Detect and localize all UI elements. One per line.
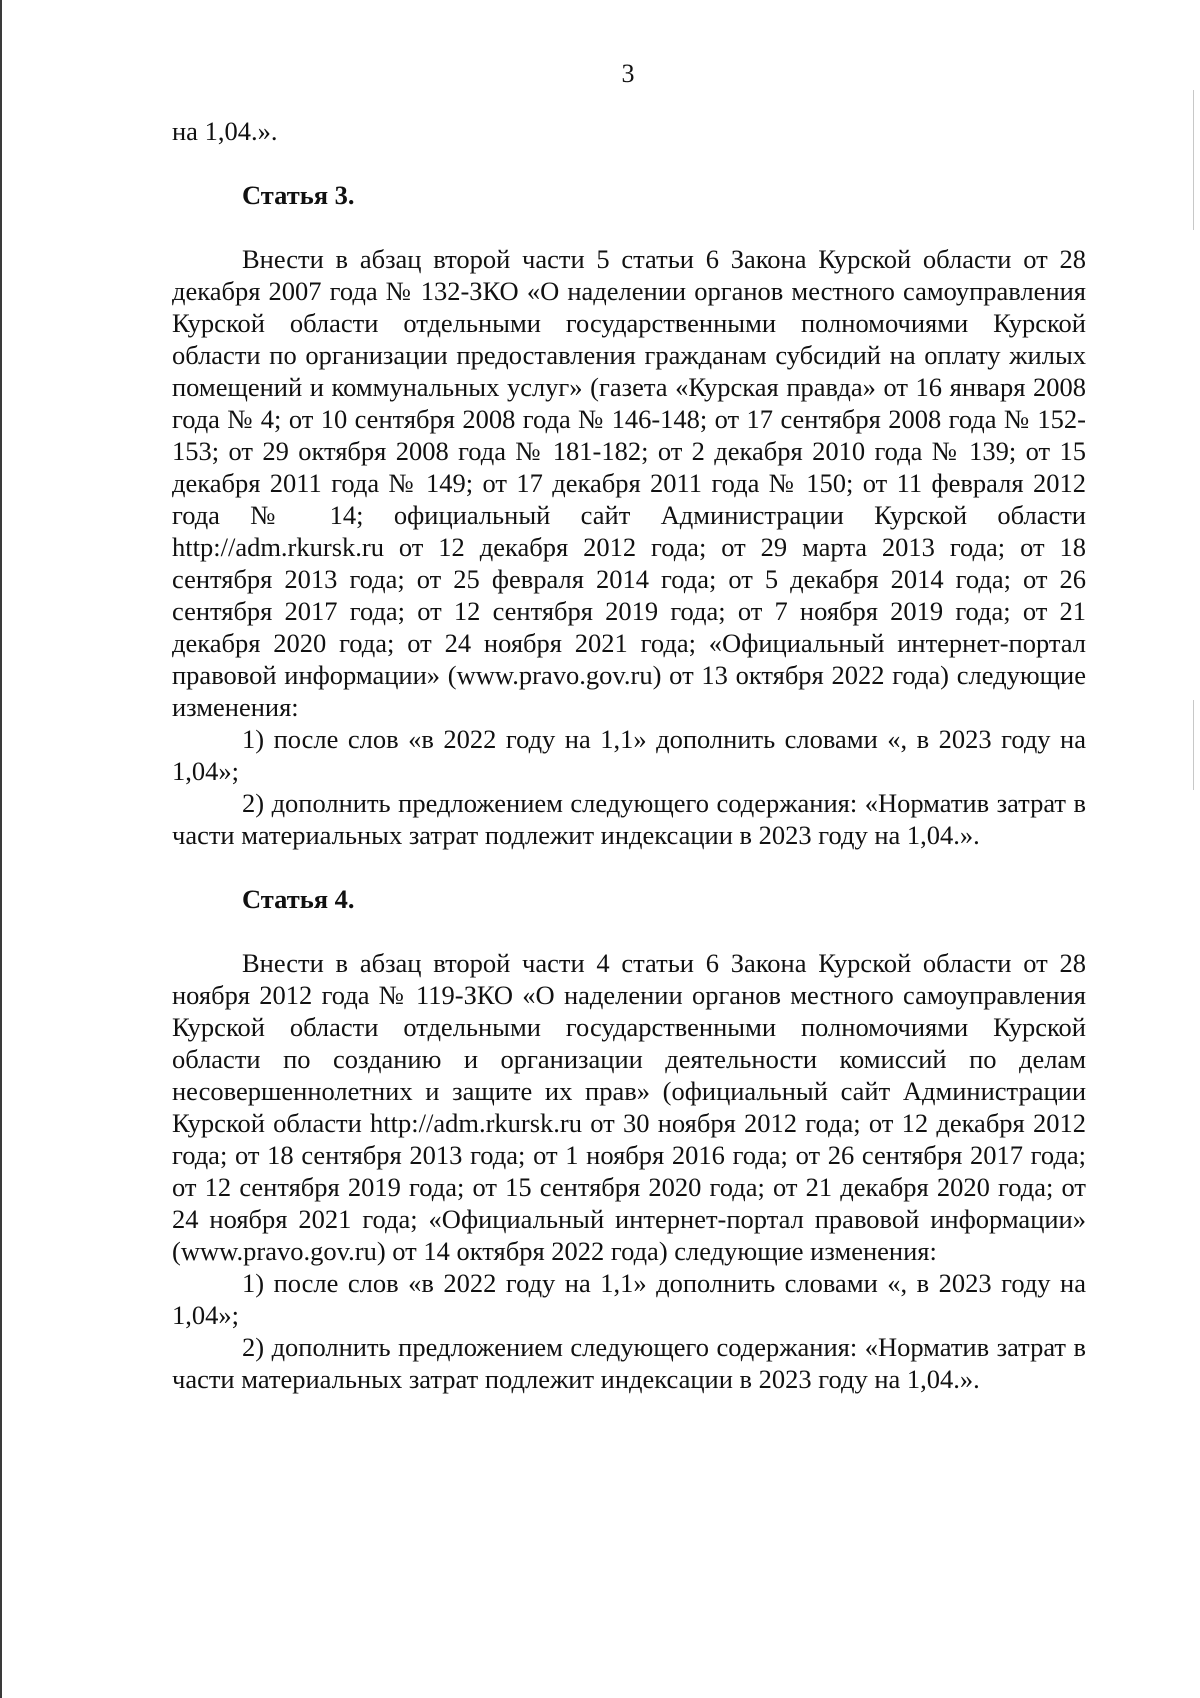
intro-line: на 1,04.». bbox=[172, 116, 278, 146]
article-4-body: Внести в абзац второй части 4 статьи 6 Закона Курской области от 28 ноября 2012 года № 119-ЗКО «О наделении органов местного самоуправления Курской области отдельными государственными полномочиями Курской области по созданию и организации деятельности комиссий по делам несовершеннолетних и защите их прав» (официальный сайт Администрации Курской области http://adm.rkursk.ru от 30 ноября 2012 года; от 12 декабря 2012 года; от 18 сентября 2013 года; от 1 ноября 2016 года; от 26 сентября 2017 года; от 12 сентября 2019 года; от 15 сентября 2020 года; от 21 декабря 2020 года; от 24 ноября 2021 года; «Официальный интернет-портал правовой информации» (www.pravo.gov.ru) от 14 октября 2022 года) следующие изменения: bbox=[172, 948, 1086, 1266]
spacer bbox=[172, 915, 1086, 947]
article-3-item-1: 1) после слов «в 2022 году на 1,1» дополнить словами «, в 2023 году на 1,04»; bbox=[172, 724, 1086, 786]
scan-edge-mark bbox=[1193, 700, 1194, 790]
article-4-item-2: 2) дополнить предложением следующего содержания: «Норматив затрат в части материальных затрат подлежит индексации в 2023 году на 1,04.». bbox=[172, 1332, 1086, 1394]
article-3-body: Внести в абзац второй части 5 статьи 6 Закона Курской области от 28 декабря 2007 года № 132-ЗКО «О наделении органов местного самоуправления Курской области отдельными государственными полномочиями Курской области по организации предоставления гражданам субсидий на оплату жилых помещений и коммунальных услуг» (газета «Курская правда» от 16 января 2008 года № 4; от 10 сентября 2008 года № 146-148; от 17 сентября 2008 года № 152-153; от 29 октября 2008 года № 181-182; от 2 декабря 2010 года № 139; от 15 декабря 2011 года № 149; от 17 декабря 2011 года № 150; от 11 февраля 2012 года № 14; официальный сайт Администрации Курской области http://adm.rkursk.ru от 12 декабря 2012 года; от 29 марта 2013 года; от 18 сентября 2013 года; от 25 февраля 2014 года; от 5 декабря 2014 года; от 26 сентября 2017 года; от 12 сентября 2019 года; от 7 ноября 2019 года; от 21 декабря 2020 года; от 24 ноября 2021 года; «Официальный интернет-портал правовой информации» (www.pravo.gov.ru) от 13 октября 2022 года) следующие изменения: bbox=[172, 244, 1086, 722]
spacer bbox=[172, 211, 1086, 243]
page-number: 3 bbox=[621, 59, 635, 88]
spacer bbox=[172, 851, 1086, 883]
document-body bbox=[172, 115, 1086, 1395]
spacer bbox=[172, 147, 1086, 179]
article-4-heading: Статья 4. bbox=[242, 884, 355, 914]
scan-edge-mark bbox=[1193, 90, 1194, 230]
article-4-item-1: 1) после слов «в 2022 году на 1,1» дополнить словами «, в 2023 году на 1,04»; bbox=[172, 1268, 1086, 1330]
article-3-item-2: 2) дополнить предложением следующего содержания: «Норматив затрат в части материальных затрат подлежит индексации в 2023 году на 1,04.». bbox=[172, 788, 1086, 850]
article-3-heading: Статья 3. bbox=[242, 180, 355, 210]
